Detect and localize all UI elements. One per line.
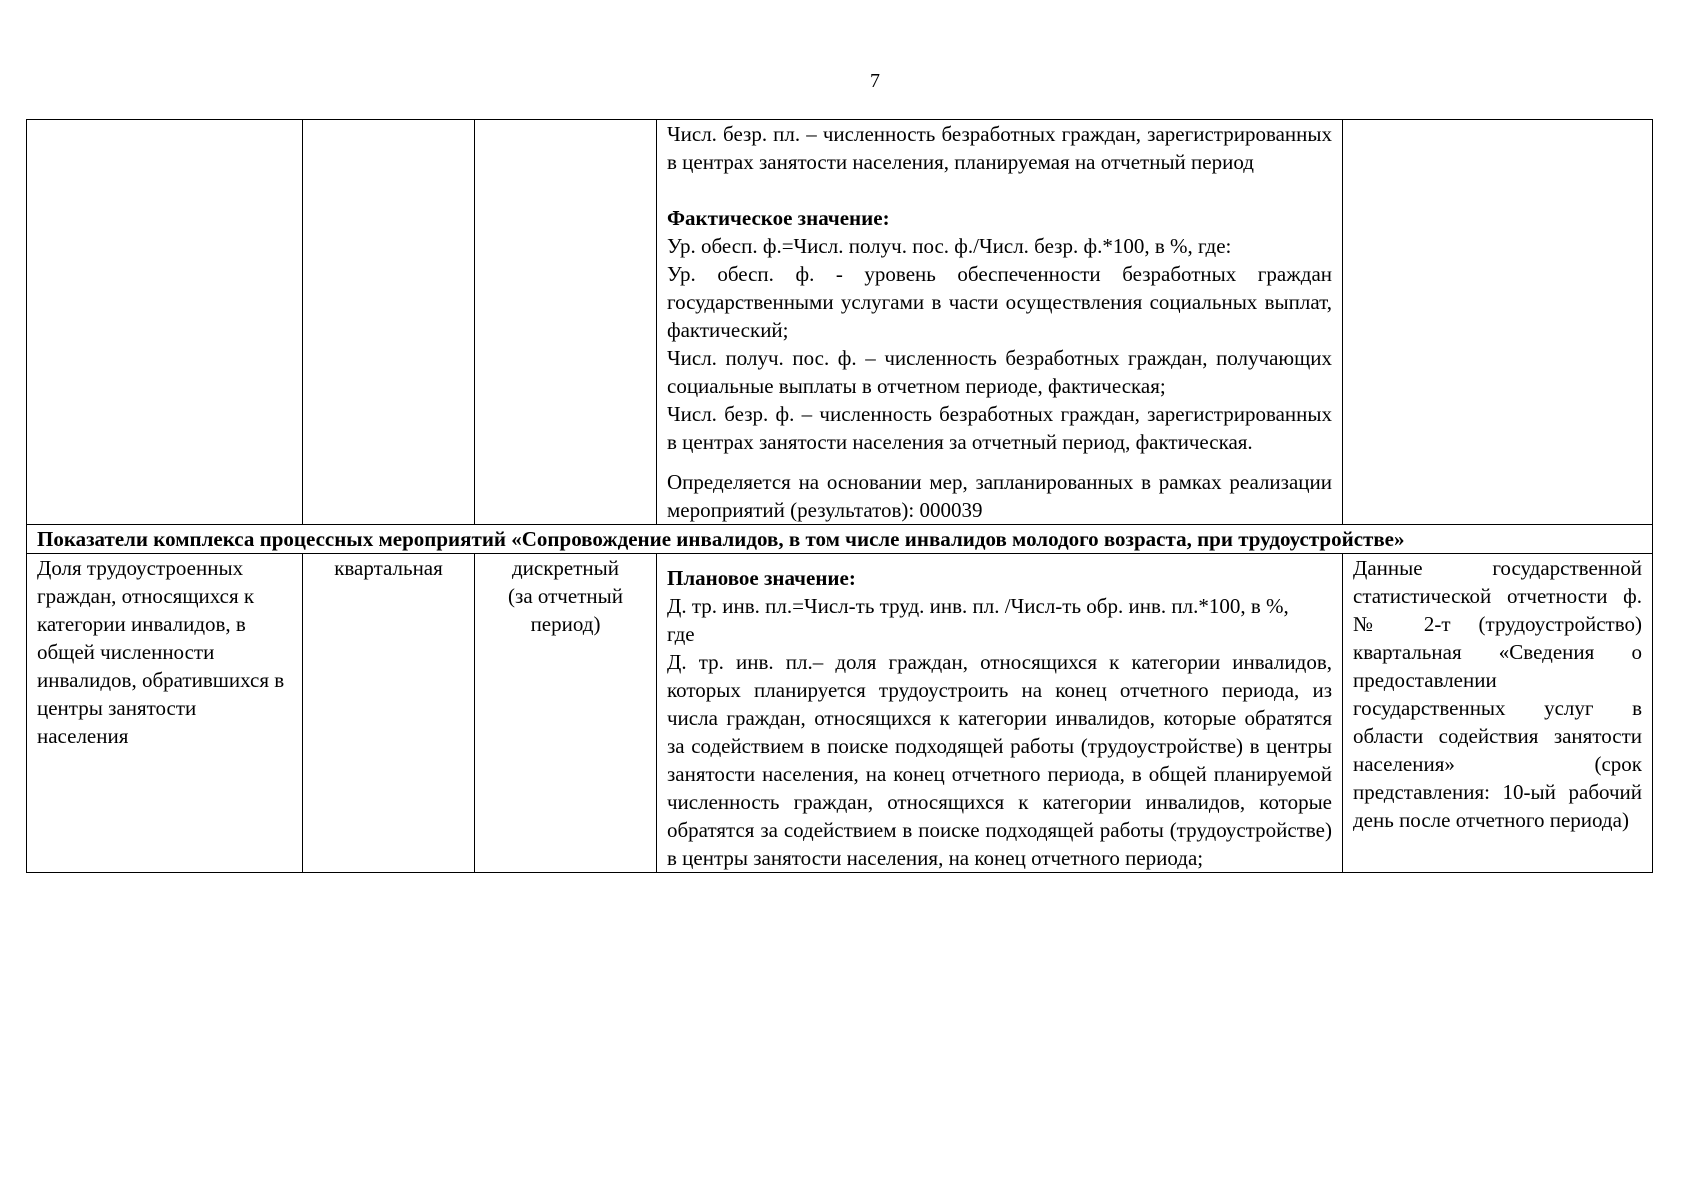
cell-method-indicator: [657, 554, 1343, 873]
fact-definition-2: Числ. получ. пос. ф. – численность безработных граждан, получающих социальные выплаты в отчетном периоде, фактическая;: [667, 346, 1332, 398]
fact-definition-1: Ур. обесп. ф. - уровень обеспеченности безработных граждан государственными услугами в части осуществления социальных выплат, фактический;: [667, 262, 1332, 342]
table-row-continuation: [27, 120, 1653, 525]
basis-note: Определяется на основании мер, запланированных в рамках реализации мероприятий (результатов): 000039: [667, 470, 1332, 522]
plan-heading: Плановое значение:: [667, 566, 856, 590]
table-row-indicator: [27, 554, 1653, 873]
cell-empty-source: [1343, 120, 1653, 525]
fact-formula: Ур. обесп. ф.=Числ. получ. пос. ф./Числ. безр. ф.*100, в %, где:: [667, 234, 1232, 258]
page-number: 7: [870, 70, 880, 92]
cell-empty-name: [27, 120, 303, 525]
plan-definition: Д. тр. инв. пл.– доля граждан, относящихся к категории инвалидов, которых планируется трудоустроить на конец отчетного периода, из числа граждан, относящихся к категории инвалидов, которые обратятся за содействием в поиске подходящей работы (трудоустройстве) в центры занятости населения, на конец отчетного периода, в общей планируемой численность граждан, относящихся к категории инвалидов, которые обратятся за содействием в поиске подходящей работы (трудоустройстве) в центры занятости населения, на конец отчетного периода;: [667, 650, 1332, 870]
fact-heading: Фактическое значение:: [667, 206, 890, 230]
indicator-source: Данные государственной статистической отчетности ф. № 2-т (трудоустройство) квартальная «Сведения о предоставлении государственных услуг в области содействия занятости населения» (срок представления: 10-ый рабочий день после отчетного периода): [1343, 554, 1653, 873]
plan-where: где: [667, 622, 695, 646]
indicator-periodicity: квартальная: [303, 554, 475, 873]
plan-unemployed-definition: Числ. безр. пл. – численность безработных граждан, зарегистрированных в центрах занятости населения, планируемая на отчетный период: [667, 122, 1332, 174]
fact-definition-3: Числ. безр. ф. – численность безработных граждан, зарегистрированных в центрах занятости населения за отчетный период, фактическая.: [667, 402, 1332, 454]
cell-empty-periodicity: [303, 120, 475, 525]
section-header: Показатели комплекса процессных мероприятий «Сопровождение инвалидов, в том числе инвалидов молодого возраста, при трудоустройстве»: [27, 525, 1653, 554]
indicators-table: [26, 119, 1653, 873]
section-header-row: [27, 525, 1653, 554]
indicator-type: дискретный (за отчетный период): [475, 554, 657, 873]
plan-formula: Д. тр. инв. пл.=Числ-ть труд. инв. пл. /Числ-ть обр. инв. пл.*100, в %,: [667, 594, 1289, 618]
indicator-name: Доля трудоустроенных граждан, относящихся к категории инвалидов, в общей численности инвалидов, обратившихся в центры занятости населения: [27, 554, 303, 873]
cell-empty-type: [475, 120, 657, 525]
cell-method-continuation: [657, 120, 1343, 525]
